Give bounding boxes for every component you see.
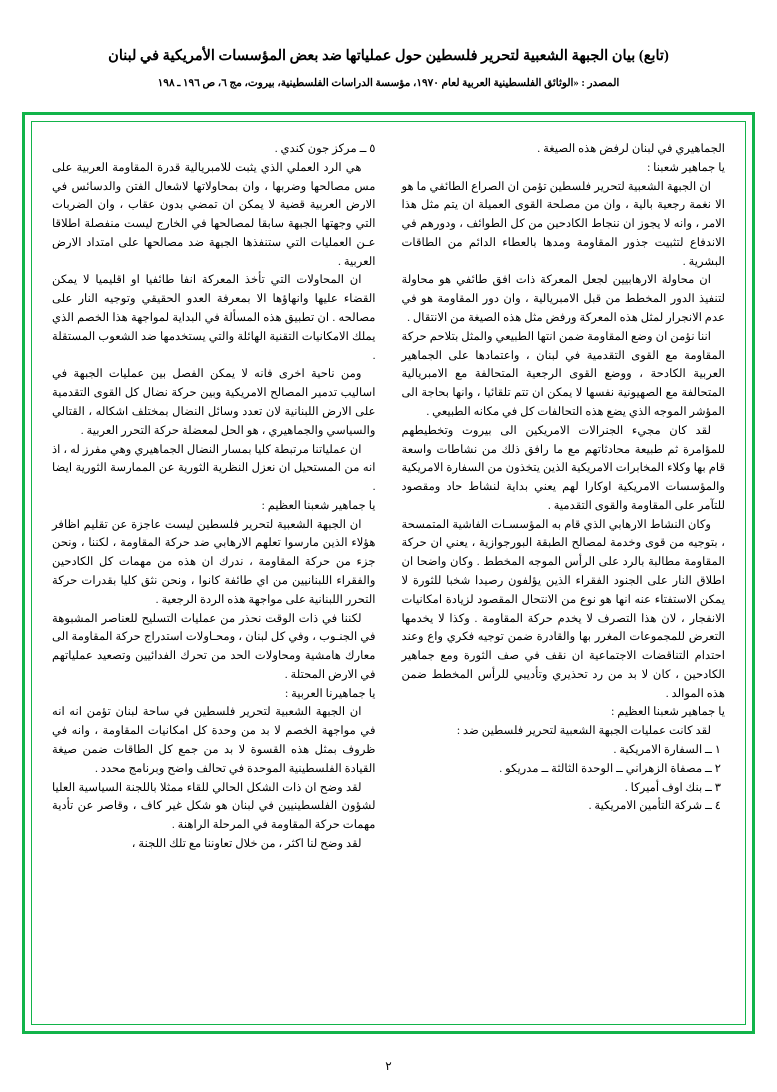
- page-number: ٢: [385, 1059, 392, 1073]
- paragraph: ان عملياتنا مرتبطة كليا بمسار النضال الجماهيري وهي مفرز له ، اذ انه من المستحيل ان نعزل النظرية الثورية عن الممارسة الثورية ايضا .: [52, 442, 376, 494]
- page-header: [0, 0, 777, 89]
- paragraph: وكان النشاط الارهابي الذي قام به المؤسسـات الفاشية المتمسحة ، بتوجيه من قوى وخدمة لمصالح الطبقة البورجوازية ، يعني ان حركة المقاومة مطالبة بالرد على الرأس الموجه المخطط . وكان واضحا ان اطلاق النار على الجنود الفقراء الذين يؤلفون رصيدا شخبا للثورة لا يمكن الاستفتاء عنه انها هو نوع من الانتحال المقصود لزيادة امكانيات الانفجار ، لان هذا التصرف لا يخدم حركة المقاومة . وكذا لا يخدمها التعرض للمجموعات المغرر بها والقادرة ضمن توجيه فكري واع وعند احتدام التناقضات الاجتماعية ان نقف في صف الثورة ومع جماهير الكادحين ، كان لا بد من رد تحذيري وتأديبي للرأس المخطط ضمن هذه الموالد .: [401, 517, 725, 700]
- list-item: ٥ ــ مركز جون كندي .: [274, 142, 376, 155]
- paragraph: ان الجبهة الشعبية لتحرير فلسطين تؤمن ان الصراع الطائفي ما هو الا نغمة رجعية بالية ، وان من مصلحة القوى العميلة ان يتم مثل هذا الامر ، وانه لا يجوز ان ننجاط الكادحين من كل الطوائف ، ودورهم في الاندفاع لتثبيت جذور المقاومة ومدها بالعطاء الدائم من الطاقات البشرية .: [401, 179, 725, 268]
- paragraph: يا جماهير شعبنا العظيم :: [261, 498, 376, 512]
- paragraph: هي الرد العملي الذي يثبت للامبريالية قدرة المقاومة العربية على مس مصالحها وضربها ، وان بمحاولاتها لاشعال الفتن والدسائس في الارض العربية قضية لا يمكن ان تمضي بدون عقاب ، وان الضربات التي وجهتها الجبهة سابقا لمصالحها في الخارج ليست منفصلة اطلاقا عـن العمليات التي ستنفذها الجبهة ضد مصالحها على امتداد الارض العربية .: [52, 160, 376, 268]
- paragraph: ان محاولة الارهابيين لجعل المعركة ذات افق طائفي هو محاولة لتنفيذ الدور المخطط من قبل الامبريالية ، وان دور المقاومة هو في عدم الانجرار لمثل هذه المعركة ورفض مثل هذه الصيغة من الانتقال .: [401, 273, 725, 325]
- column-left: [52, 140, 376, 1010]
- source-line: المصدر : «الوثائق الفلسطينية العربية لعام ١٩٧٠، مؤسسة الدراسات الفلسطينية، بيروت، مج ٦، ص ١٩٦ ـ ١٩٨: [157, 77, 620, 89]
- list-item: ٣ ــ بنك اوف أميركا .: [624, 780, 721, 794]
- paragraph: لقد وضح ان ذات الشكل الحالي للقاء ممثلا باللجنة السياسية العليا لشؤون الفلسطينيين في لبنان هو شكل غير كاف ، وقاصر عن تأدية مهمات حركة المقاومة في المرحلة الراهنة .: [52, 780, 376, 832]
- paragraph: ان الجبهة الشعبية لتحرير فلسطين في ساحة لبنان تؤمن انه انه في مواجهة الخصم لا بد من وحدة كل امكانيات المقاومة ، وانه في ظروف بمثل هذه القسوة لا بد من جمع كل الطاقات ضمن صيغة القيادة الفلسطينية الموحدة في تحالف واضح وبرنامج محدد .: [52, 705, 376, 775]
- paragraph: ومن ناحية اخرى فانه لا يمكن الفصل بين عمليات الجبهة في اساليب تدمير المصالح الامريكية وبين حركة نضال كل القوى التقدمية على الارض اللبنانية لان تعدد وسائل النضال بمختلف اشكاله ، القتالي والسياسي والجماهيري ، هو الحل لمعضلة حركة التحرر العربية .: [52, 367, 376, 437]
- paragraph: لقد كان مجيء الجنرالات الامريكين الى بيروت وتخطيطهم للمؤامرة ثم طبيعة محادثاتهم مع ما رافق ذلك من نشاطات واسعة قام بها وكلاء المخابرات الامريكية الذين يتخذون من السفارة الامريكية والمؤسسات الامريكية اوكارا لهم يعني بداية لنشاط حاد ومقصود للتآمر على المقاومة والقوى التقدمية .: [401, 423, 725, 512]
- list-item: ٤ ــ شركة التأمين الامريكية .: [588, 799, 721, 813]
- paragraph: يا جماهير شعبنا :: [647, 160, 725, 174]
- list-item: ٢ ــ مصفاة الزهراني ــ الوحدة الثالثة ــ مدريكو .: [499, 761, 721, 775]
- paragraph: ان الجبهة الشعبية لتحرير فلسطين ليست عاجزة عن تقليم اظافر هؤلاء الذين مارسوا تعلهم الارهابي ضد حركة المقاومة ، لكننا ، ونحن جزء من حركة المقاومة ، ندرك ان هذه من مهمات كل الكادحين والفقراء اللبنانيين من اي طائفة كانوا ، ونحن نثق كليا بقدرات حركة التحرر اللبنانية على مواجهة هذه الردة الرجعية .: [52, 517, 376, 606]
- paragraph: يا جماهير شعبنا العظيم :: [611, 705, 725, 719]
- text-columns: [52, 140, 725, 1010]
- content-frame: [22, 112, 755, 1034]
- page-title: (تابع) بيان الجبهة الشعبية لتحرير فلسطين حول عملياتها ضد بعض المؤسسات الأمريكية في لبنان: [108, 48, 669, 64]
- column-right: [402, 140, 726, 1010]
- content-frame-inner: [31, 121, 746, 1025]
- paragraph: يا جماهيرنا العربية :: [284, 686, 376, 700]
- paragraph: ان المحاولات التي تأخذ المعركة انفا طائفيا او اقليميا لا يمكن القضاء عليها وانهاؤها الا بمعرفة العدو الحقيقي وتوجيه النار على مصالحه . ان تطبيق هذه المسألة في البداية لمواجهة هذا الخصم الذي يملك الامكانيات التقنية الهائلة والتي يستخدمها ضد الشعوب المستقلة .: [52, 273, 376, 362]
- paragraph: اننا نؤمن ان وضع المقاومة ضمن انتها الطبيعي والمثل بتلاحم حركة المقاومة مع القوى التقدمية في لبنان ، واعتمادها على الجماهير العربية الكادحة ، ووضع القوى الرجعية المتحالفة مع الامبريالية المتحالفة مع الصهيونية نفسها لا يمكن ان تتم تلقائيا ، وانها بحاجة الى المؤشر الموجه الذي يضع هذه التحالفات كل في مكانه الطبيعي .: [401, 329, 725, 418]
- paragraph: لقد كانت عمليات الجبهة الشعبية لتحرير فلسطين ضد :: [456, 724, 711, 738]
- paragraph: الجماهيري في لبنان لرفض هذه الصيغة .: [537, 142, 725, 155]
- paragraph: لكننا في ذات الوقت نحذر من عمليات التسليح للعناصر المشبوهة في الجنـوب ، وفي كل لبنان ، ومحـاولات استدراج حركة المقاومة الى معارك هامشية ومحاولات الحد من تحرك الفدائيين وتصعيد عملياتهم في الارض المحتلة .: [52, 611, 376, 681]
- paragraph: لقد وضح لنا اكثر ، من خلال تعاوننا مع تلك اللجنة ،: [131, 836, 362, 850]
- list-item: ١ ــ السفارة الامريكية .: [613, 743, 721, 756]
